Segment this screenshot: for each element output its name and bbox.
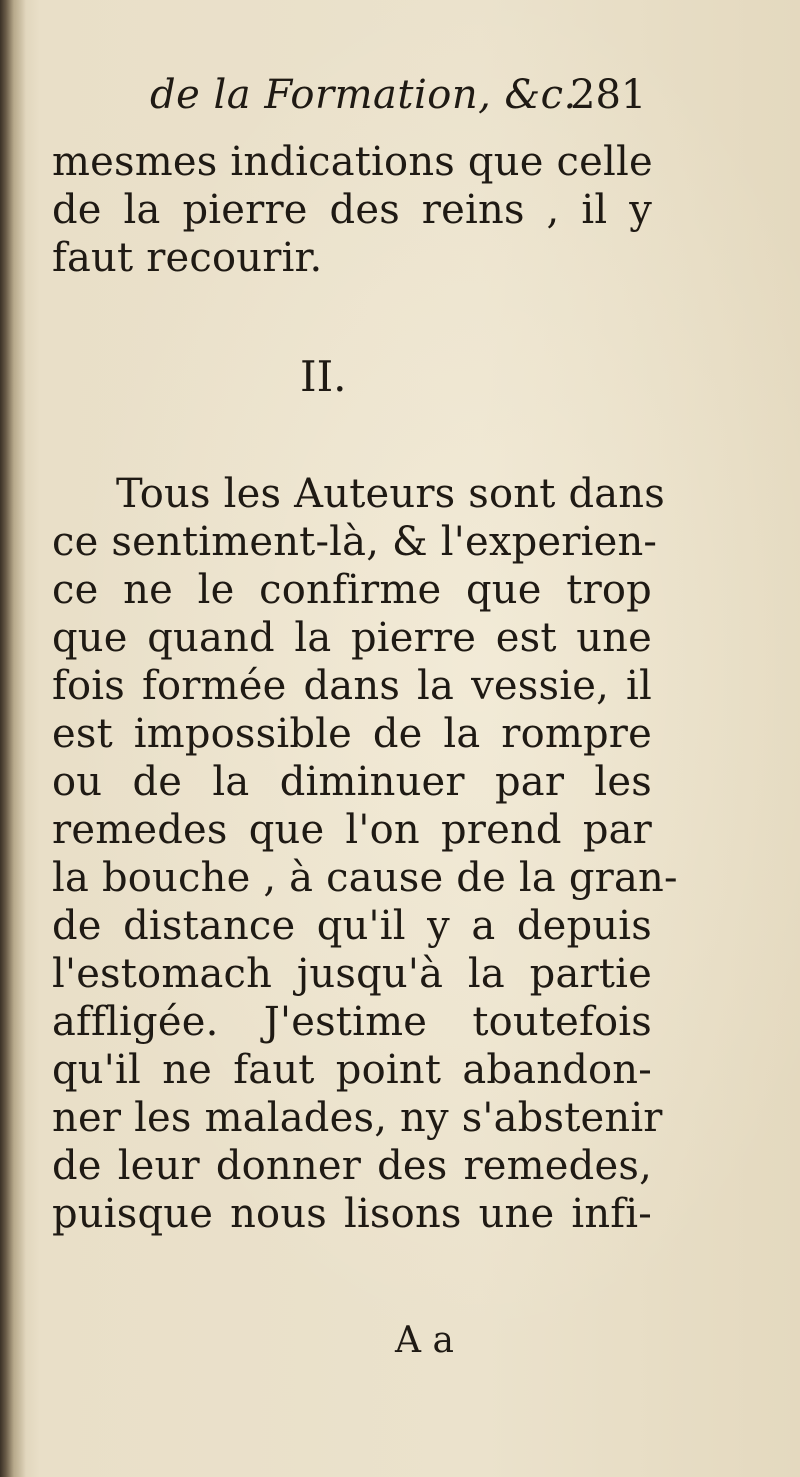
text-line: Tous les Auteurs sont dans (116, 471, 665, 517)
text-line: ou de la diminuer par les (52, 759, 652, 805)
page-number: 281 (570, 72, 647, 118)
page-gutter-shadow (0, 0, 26, 1477)
text-line: ce sentiment-là, & l'experien- (52, 519, 658, 565)
running-head-title: de la Formation, &c. (150, 72, 577, 118)
paragraph-continued (52, 138, 652, 282)
text-line: fois formée dans la vessie, il (52, 663, 652, 709)
text-line: qu'il ne faut point abandon- (52, 1047, 652, 1093)
text-line: est impossible de la rompre (52, 711, 652, 757)
text-line: affligée. J'estime toutefois (52, 999, 652, 1045)
text-line: l'estomach jusqu'à la partie (52, 951, 652, 997)
text-line: de leur donner des remedes, (52, 1143, 652, 1189)
text-line: remedes que l'on prend par (52, 807, 652, 853)
text-line: faut recourir. (52, 235, 323, 281)
running-head (150, 72, 690, 132)
text-line: mesmes indications que celle (52, 139, 653, 185)
text-line: ce ne le confirme que trop (52, 567, 652, 613)
text-line: de distance qu'il y a depuis (52, 903, 652, 949)
section-number: II. (300, 352, 347, 401)
signature-mark: A a (395, 1320, 454, 1361)
text-line: que quand la pierre est une (52, 615, 652, 661)
text-line: ner les malades, ny s'abstenir (52, 1095, 663, 1141)
paragraph-section-ii (52, 470, 678, 1238)
text-line: de la pierre des reins , il y (52, 187, 652, 233)
text-line: la bouche , à cause de la gran- (52, 855, 678, 901)
text-line: puisque nous lisons une infi- (52, 1191, 652, 1237)
